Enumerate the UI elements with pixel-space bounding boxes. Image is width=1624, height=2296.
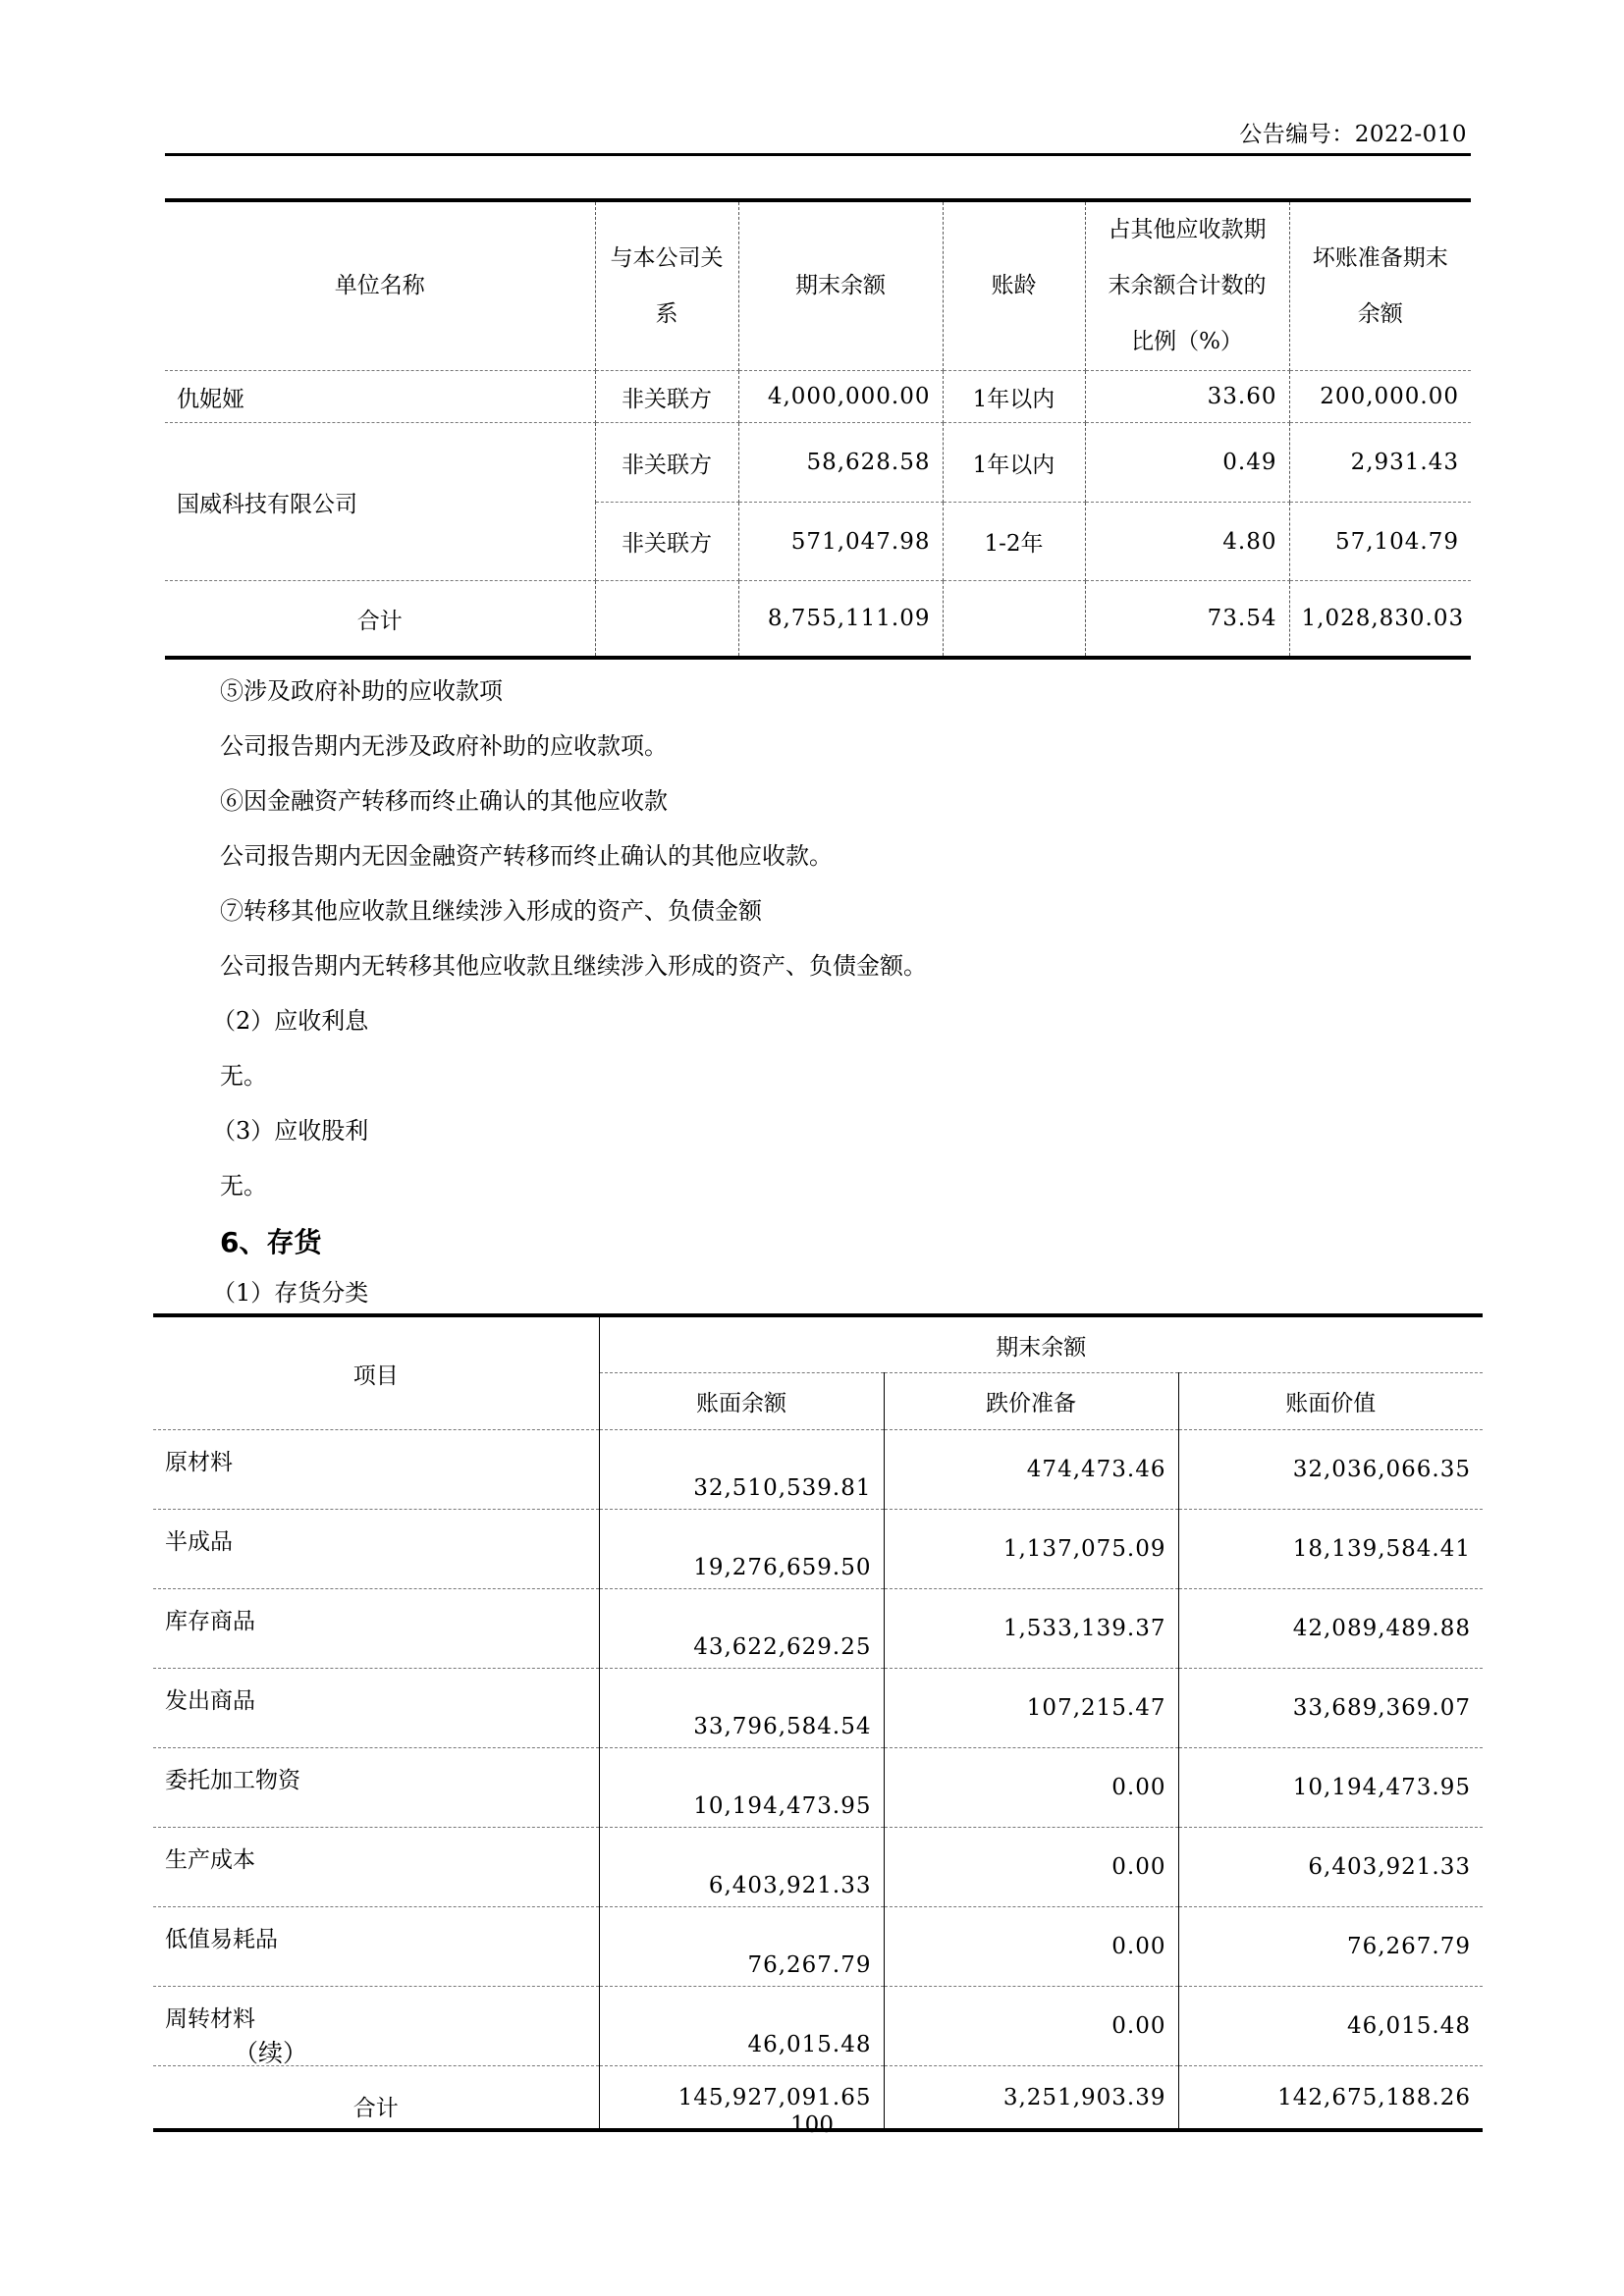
unit-name: 仇妮娅: [165, 371, 595, 423]
balance: 4,000,000.00: [738, 371, 943, 423]
empty-cell: [595, 581, 738, 659]
header-book-value: 账面价值: [1178, 1373, 1483, 1430]
paragraph: 无。: [220, 1172, 267, 1200]
table-row: [153, 1748, 1483, 1828]
table-row: [153, 1907, 1483, 1987]
document-number: 公告编号：2022-010: [1239, 122, 1467, 147]
section-title: 6、存货: [220, 1226, 322, 1258]
book-value: 6,403,921.33: [1178, 1828, 1483, 1907]
item-name: 委托加工物资: [153, 1748, 599, 1828]
continued-label: （续）: [234, 2039, 308, 2067]
relation: 非关联方: [595, 371, 738, 423]
section-subtitle: （1）存货分类: [212, 1279, 369, 1307]
impairment: 0.00: [884, 1748, 1178, 1828]
impairment: 0.00: [884, 1987, 1178, 2066]
total-ratio: 73.54: [1085, 581, 1289, 659]
paragraph: 公司报告期内无转移其他应收款且继续涉入形成的资产、负债金额。: [220, 952, 927, 980]
book-value: 18,139,584.41: [1178, 1510, 1483, 1589]
header-ratio: 占其他应收款期末余额合计数的比例（%）: [1085, 200, 1289, 371]
table-header-row: [165, 200, 1471, 371]
impairment: 1,137,075.09: [884, 1510, 1178, 1589]
book-balance: 33,796,584.54: [599, 1669, 884, 1748]
balance: 571,047.98: [738, 503, 943, 581]
impairment: 0.00: [884, 1907, 1178, 1987]
item-name: 库存商品: [153, 1589, 599, 1669]
header-unit-name: 单位名称: [165, 200, 595, 371]
total-bad-debt: 1,028,830.03: [1301, 606, 1465, 631]
book-balance: 6,403,921.33: [599, 1828, 884, 1907]
header-bad-debt: 坏账准备期末余额: [1289, 200, 1471, 371]
paragraph: 公司报告期内无涉及政府补助的应收款项。: [220, 732, 668, 760]
paragraph-heading-6: ⑥因金融资产转移而终止确认的其他应收款: [220, 787, 668, 815]
table-row: [153, 1828, 1483, 1907]
header-ending-balance: 期末余额: [738, 200, 943, 371]
book-value: 32,036,066.35: [1178, 1430, 1483, 1510]
header-ending-balance: 期末余额: [599, 1315, 1483, 1373]
impairment: 474,473.46: [884, 1430, 1178, 1510]
total-label: 合计: [165, 581, 595, 659]
table-row: [153, 1589, 1483, 1669]
item-name: 发出商品: [153, 1669, 599, 1748]
unit-name: 国威科技有限公司: [165, 423, 595, 581]
book-balance: 19,276,659.50: [599, 1510, 884, 1589]
bad-debt: 200,000.00: [1289, 371, 1471, 423]
paragraph: 公司报告期内无因金融资产转移而终止确认的其他应收款。: [220, 842, 833, 870]
impairment: 0.00: [884, 1828, 1178, 1907]
header-book-balance: 账面余额: [599, 1373, 884, 1430]
page-header: [165, 116, 1471, 156]
book-value: 76,267.79: [1178, 1907, 1483, 1987]
table-row: [153, 1510, 1483, 1589]
subsection-heading: （2）应收利息: [212, 1007, 369, 1035]
item-name: 原材料: [153, 1430, 599, 1510]
book-balance: 43,622,629.25: [599, 1589, 884, 1669]
table-row: [153, 1430, 1483, 1510]
paragraph-heading-7: ⑦转移其他应收款且继续涉入形成的资产、负债金额: [220, 897, 762, 925]
total-book-balance: 145,927,091.65: [599, 2066, 884, 2131]
table-row: [153, 1669, 1483, 1748]
total-impairment: 3,251,903.39: [884, 2066, 1178, 2131]
relation: 非关联方: [595, 503, 738, 581]
ratio: 0.49: [1085, 423, 1289, 503]
aging: 1-2年: [943, 503, 1085, 581]
ratio: 4.80: [1085, 503, 1289, 581]
item-name: 半成品: [153, 1510, 599, 1589]
balance: 58,628.58: [738, 423, 943, 503]
book-balance: 46,015.48: [599, 1987, 884, 2066]
table-row: [153, 1987, 1483, 2066]
book-value: 33,689,369.07: [1178, 1669, 1483, 1748]
aging: 1年以内: [943, 371, 1085, 423]
item-name: 周转材料: [153, 1987, 599, 2066]
header-relation: 与本公司关系: [595, 200, 738, 371]
impairment: 1,533,139.37: [884, 1589, 1178, 1669]
header-aging: 账龄: [943, 200, 1085, 371]
bad-debt: 2,931.43: [1289, 423, 1471, 503]
total-label: 合计: [153, 2066, 599, 2131]
total-balance: 8,755,111.09: [738, 581, 943, 659]
total-row: [165, 581, 1471, 659]
paragraph: 无。: [220, 1062, 267, 1090]
paragraph-heading-5: ⑤涉及政府补助的应收款项: [220, 677, 503, 705]
item-name: 低值易耗品: [153, 1907, 599, 1987]
bad-debt: 57,104.79: [1289, 503, 1471, 581]
book-value: 10,194,473.95: [1178, 1748, 1483, 1828]
book-value: 42,089,489.88: [1178, 1589, 1483, 1669]
aging: 1年以内: [943, 423, 1085, 503]
table-row: [165, 371, 1471, 423]
relation: 非关联方: [595, 423, 738, 503]
total-book-value: 142,675,188.26: [1277, 2084, 1472, 2110]
inventory-table: [153, 1313, 1483, 2132]
book-balance: 32,510,539.81: [599, 1430, 884, 1510]
table-header-row: [153, 1315, 1483, 1373]
ratio: 33.60: [1085, 371, 1289, 423]
page-number: 100: [790, 2112, 834, 2138]
header-item: 项目: [153, 1315, 599, 1430]
subsection-heading: （3）应收股利: [212, 1117, 369, 1145]
impairment: 107,215.47: [884, 1669, 1178, 1748]
book-value: 46,015.48: [1178, 1987, 1483, 2066]
book-balance: 10,194,473.95: [599, 1748, 884, 1828]
header-impairment: 跌价准备: [884, 1373, 1178, 1430]
empty-cell: [943, 581, 1085, 659]
table-row: [165, 423, 1471, 503]
book-balance: 76,267.79: [599, 1907, 884, 1987]
other-receivables-table: [165, 198, 1471, 660]
item-name: 生产成本: [153, 1828, 599, 1907]
